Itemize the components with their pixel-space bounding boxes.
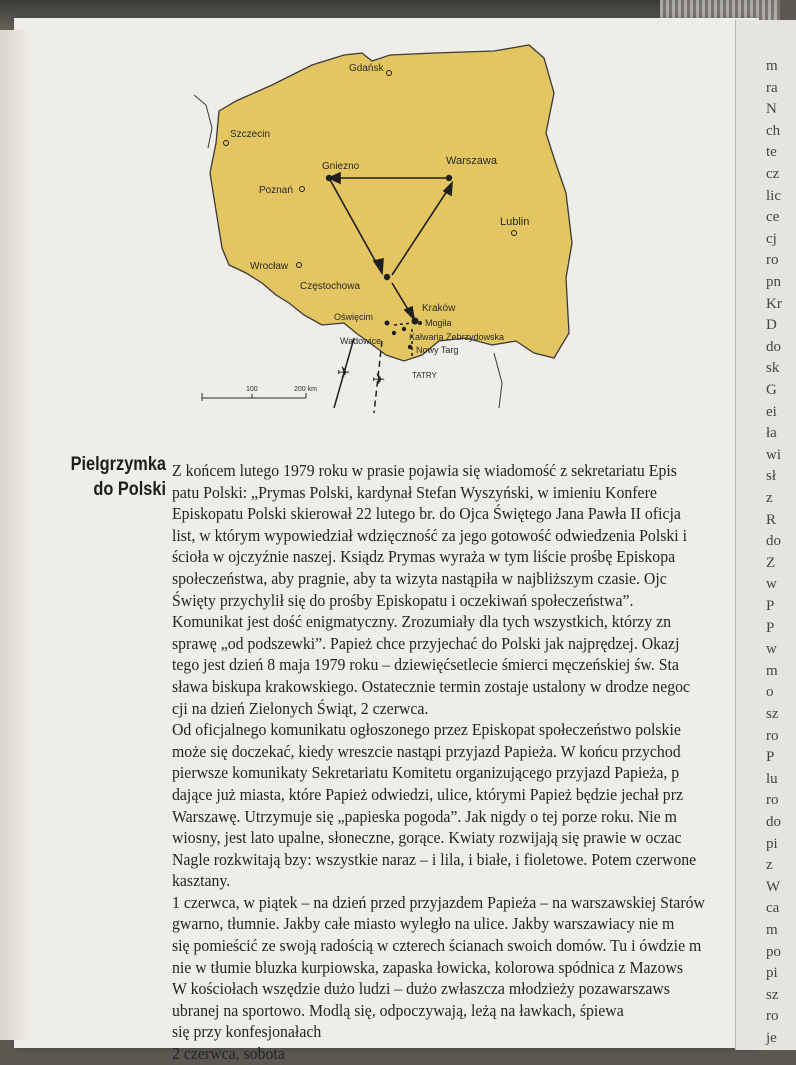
poland-map [194, 33, 574, 428]
article-line: W kościołach wszędzie dużo ludzi – dużo zwłaszcza młodzieży pozawarszaws [172, 979, 670, 999]
article-line: tego jest dzień 8 maja 1979 roku – dziewięćsetlecie śmierci męczeńskiej św. Sta [172, 655, 679, 675]
marker-kalwaria [402, 327, 406, 331]
article-line: kasztany. [172, 871, 231, 891]
facing-page-fragment: lu [766, 770, 778, 787]
article-body [172, 460, 721, 1065]
facing-page-fragment: P [766, 598, 775, 614]
coast-line [194, 95, 212, 148]
article-line: się przy konfesjonałach [172, 1022, 322, 1042]
plane-icon: ✈ [337, 365, 351, 382]
facing-page-fragment: w [766, 576, 777, 593]
facing-page-fragment: G [766, 382, 777, 398]
facing-page-fragment: ro [766, 792, 779, 809]
label-oswiecim: Oświęcim [334, 312, 374, 322]
facing-page-fragment: ła [766, 425, 777, 442]
border-line [494, 353, 502, 408]
article-line: Warszawę. Utrzymuje się „papieska pogoda”. Jak nigdy o tej porze roku. Nie m [172, 806, 677, 826]
facing-page-fragment: sz [766, 706, 779, 722]
facing-page-fragment: P [766, 619, 775, 636]
article-line: ścioła w ojczyźnie naszej. Ksiądz Prymas wyraża w tym liście prośbę Episkopa [172, 547, 676, 567]
section-heading-line1: Pielgrzymka [70, 454, 166, 475]
facing-page-fragment: ei [766, 403, 777, 420]
facing-page-fragment: cj [766, 230, 777, 247]
article-line: cji na dzień Zielonych Świąt, 2 czerwca. [172, 698, 429, 718]
article-line: 2 czerwca, sobota [172, 1044, 285, 1064]
facing-page-fragment: ro [766, 252, 779, 269]
section-heading-line2: do Polski [93, 479, 166, 500]
label-gdansk: Gdańsk [349, 63, 384, 74]
marker-gniezno [326, 175, 332, 181]
article-line: Nagle rozkwitają bzy: wszystkie naraz – i lila, i białe, i fioletowe. Potem czerwone [172, 849, 697, 869]
facing-page-fragment: do [766, 533, 781, 550]
facing-page-fragment: ch [766, 122, 781, 139]
facing-page-fragment: sz [766, 986, 779, 1003]
facing-page-fragment: ro [766, 1008, 779, 1025]
marker-warszawa [446, 175, 452, 181]
facing-page-fragment: wi [766, 446, 781, 463]
facing-page-fragment: o [766, 684, 774, 701]
marker-oswiecim [385, 321, 390, 326]
article-line: społeczeństwa, aby pragnie, aby ta wizyta nastąpiła w najbliższym czasie. Ojc [172, 568, 667, 588]
marker-krakow [412, 318, 419, 325]
facing-page-fragment: cz [766, 166, 780, 182]
facing-page-fragment: ca [766, 900, 780, 917]
article-line: 1 czerwca, w piątek – na dzień przed przyjazdem Papieża – na warszawskiej Starów [172, 892, 705, 912]
article-line: sprawę „od podszewki”. Papież chce przyjechać do Polski jak najprędzej. Okazj [172, 633, 680, 653]
label-gniezno: Gniezno [322, 161, 360, 172]
article-line: list, w którym wypowiedział wdzięczność za jego gotowość odwiedzenia Polski i [172, 525, 688, 545]
facing-page-edge [735, 20, 796, 1050]
facing-page-fragment: z [766, 490, 773, 506]
facing-page-fragment: z [766, 857, 773, 874]
article-line: Z końcem lutego 1979 roku w prasie pojawia się wiadomość z sekretariatu Epis [172, 461, 677, 480]
facing-page-fragment: sk [766, 360, 780, 377]
article-line: patu Polski: „Prymas Polski, kardynał Stefan Wyszyński, w imieniu Konfere [172, 482, 657, 502]
scale-label-end: 200 km [294, 386, 317, 393]
facing-page-fragment: R [766, 511, 777, 528]
article-line: Święty przychylił się do prośby Episkopatu i oczekiwań społeczeństwa”. [172, 590, 634, 610]
facing-page-fragment: P [766, 749, 775, 766]
facing-page-fragment: je [766, 1030, 777, 1046]
facing-page-fragment: m [766, 662, 778, 679]
facing-page-fragment: po [766, 943, 781, 960]
article-line: dające już miasta, które Papież odwiedzi, ulice, którymi Papież będzie jechał prz [172, 784, 683, 804]
article-line: nie w tłumie bluzka kurpiowska, zapaska łowicka, kolorowa spódnica z Mazows [172, 957, 684, 977]
facing-page-fragment: m [766, 922, 778, 938]
facing-page-fragment: pn [766, 274, 781, 290]
marker-nowy-targ [408, 345, 412, 349]
label-tatry: TATRY [412, 371, 437, 380]
marker-mogila [418, 321, 422, 325]
facing-page-fragment: m [766, 58, 778, 74]
article-line: ubranej na sportowo. Modlą się, odpoczywają, leżą na ławkach, śpiewa [172, 1000, 624, 1020]
article-line: się pomieścić ze swoją radością w czterech ścianach swoich domów. Tu i ówdzie m [172, 936, 702, 956]
facing-page-fragment: do [766, 814, 781, 830]
article-line: Od oficjalnego komunikatu ogłoszonego przez Episkopat społeczeństwo polskie [172, 720, 681, 740]
facing-page-fragment: w [766, 641, 777, 658]
article-line: może się doczekać, kiedy wreszcie nastąpi przyjazd Papieża. W końcu przychod [172, 741, 681, 761]
label-warszawa: Warszawa [446, 155, 497, 167]
section-heading [59, 452, 166, 502]
label-lublin: Lublin [500, 216, 530, 228]
facing-page-fragment: pi [766, 835, 778, 852]
label-kalwaria: Kalwaria Zebrzydowska [409, 332, 505, 342]
label-wadowice: Wadowice [340, 336, 382, 346]
label-wroclaw: Wrocław [250, 261, 289, 272]
marker-wadowice [392, 331, 396, 335]
article-line: wiosny, jest lato upalne, słoneczne, gorące. Kwiaty rozwijają się prawie w oczac [172, 828, 682, 848]
article-line: Episkopatu Polski skierował 22 lutego br. do Ojca Świętego Jana Pawła II oficja [172, 504, 681, 524]
label-mogila: Mogiła [425, 318, 452, 328]
facing-page-fragment: lic [766, 187, 781, 204]
facing-page-fragment: W [766, 878, 781, 895]
label-nowy-targ: Nowy Targ [416, 345, 459, 355]
label-poznan: Poznań [259, 185, 293, 196]
label-szczecin: Szczecin [230, 129, 271, 140]
facing-page-fragment: te [766, 144, 777, 161]
poland-territory [210, 45, 572, 361]
article-line: pierwsze komunikaty Sekretariatu Komitetu organizującego przyjazd Papieża, p [172, 763, 680, 783]
marker-czestochowa [384, 274, 390, 280]
facing-page-fragment: Kr [766, 295, 782, 312]
article-line: sława biskupa krakowskiego. Ostatecznie termin zostaje ustalony w drodze negoc [172, 676, 691, 696]
plane-icon-2: ✈ [372, 372, 386, 389]
book-page [14, 18, 759, 1064]
article-line: Komunikat jest dość enigmatyczny. Zrozumiały dla tych wszystkich, którzy zn [172, 612, 672, 632]
facing-page-fragment: sł [766, 468, 777, 485]
page-stack-edge [0, 30, 30, 1040]
facing-page-fragment: N [766, 101, 777, 118]
facing-page-fragment: D [766, 317, 777, 334]
facing-page-fragment: do [766, 338, 781, 355]
facing-page-fragment: pi [766, 965, 778, 982]
facing-page-fragment: ce [766, 209, 780, 226]
scale-bar [202, 386, 317, 401]
article-line: gwarno, tłumnie. Jakby całe miasto wyległo na ulice. Jakby warszawiacy nie m [172, 914, 675, 934]
facing-page-fragment: ro [766, 727, 779, 744]
label-krakow: Kraków [422, 303, 456, 314]
scale-label-mid: 100 [246, 386, 258, 393]
facing-page-fragment: Z [766, 554, 776, 571]
facing-page-fragment: ra [766, 79, 778, 96]
label-czestochowa: Częstochowa [300, 281, 361, 292]
